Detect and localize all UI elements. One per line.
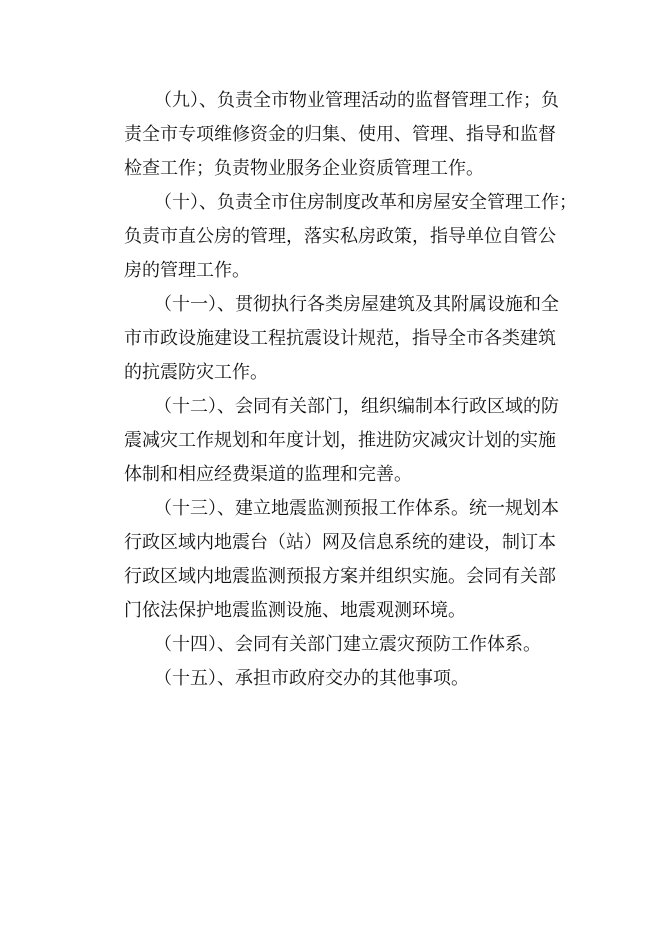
paragraph-line: 体制和相应经费渠道的监理和完善。 — [124, 464, 412, 485]
paragraph-line: 负责市直公房的管理，落实私房政策，指导单位自管公 — [124, 226, 556, 247]
paragraph-line: 行政区域内地震台（站）网及信息系统的建设，制订本 — [124, 532, 556, 553]
paragraph-item-14 — [124, 628, 564, 662]
paragraph-item-9 — [124, 84, 564, 186]
document-body — [124, 84, 577, 696]
paragraph-line: 行政区域内地震监测预报方案并组织实施。会同有关部 — [124, 566, 556, 587]
paragraph-line: （九）、负责全市物业管理活动的监督管理工作；负 — [154, 90, 559, 111]
paragraph-line: 房的管理工作。 — [124, 260, 250, 281]
paragraph-line: 门依法保护地震监测设施、地震观测环境。 — [124, 600, 466, 621]
paragraph-item-12 — [124, 390, 564, 492]
paragraph-line: （十三）、建立地震监测预报工作体系。统一规划本 — [154, 498, 559, 519]
paragraph-item-13 — [124, 492, 564, 628]
paragraph-line: （十四）、会同有关部门建立震灾预防工作体系。 — [154, 634, 541, 655]
paragraph-line: 的抗震防灾工作。 — [124, 362, 268, 383]
paragraph-item-10 — [124, 186, 577, 288]
paragraph-line: （十一）、贯彻执行各类房屋建筑及其附属设施和全 — [154, 294, 559, 315]
paragraph-line: （十五）、承担市政府交办的其他事项。 — [154, 668, 469, 689]
paragraph-line: 市市政设施建设工程抗震设计规范，指导全市各类建筑 — [124, 328, 556, 349]
paragraph-line: 检查工作；负责物业服务企业资质管理工作。 — [124, 158, 484, 179]
paragraph-item-11 — [124, 288, 564, 390]
paragraph-line: 责全市专项维修资金的归集、使用、管理、指导和监督 — [124, 124, 556, 145]
paragraph-line: 震减灾工作规划和年度计划，推进防灾减灾计划的实施 — [124, 430, 556, 451]
paragraph-line: （十）、负责全市住房制度改革和房屋安全管理工作； — [154, 192, 577, 213]
paragraph-line: （十二）、会同有关部门，组织编制本行政区域的防 — [154, 396, 559, 417]
paragraph-item-15 — [124, 662, 564, 696]
